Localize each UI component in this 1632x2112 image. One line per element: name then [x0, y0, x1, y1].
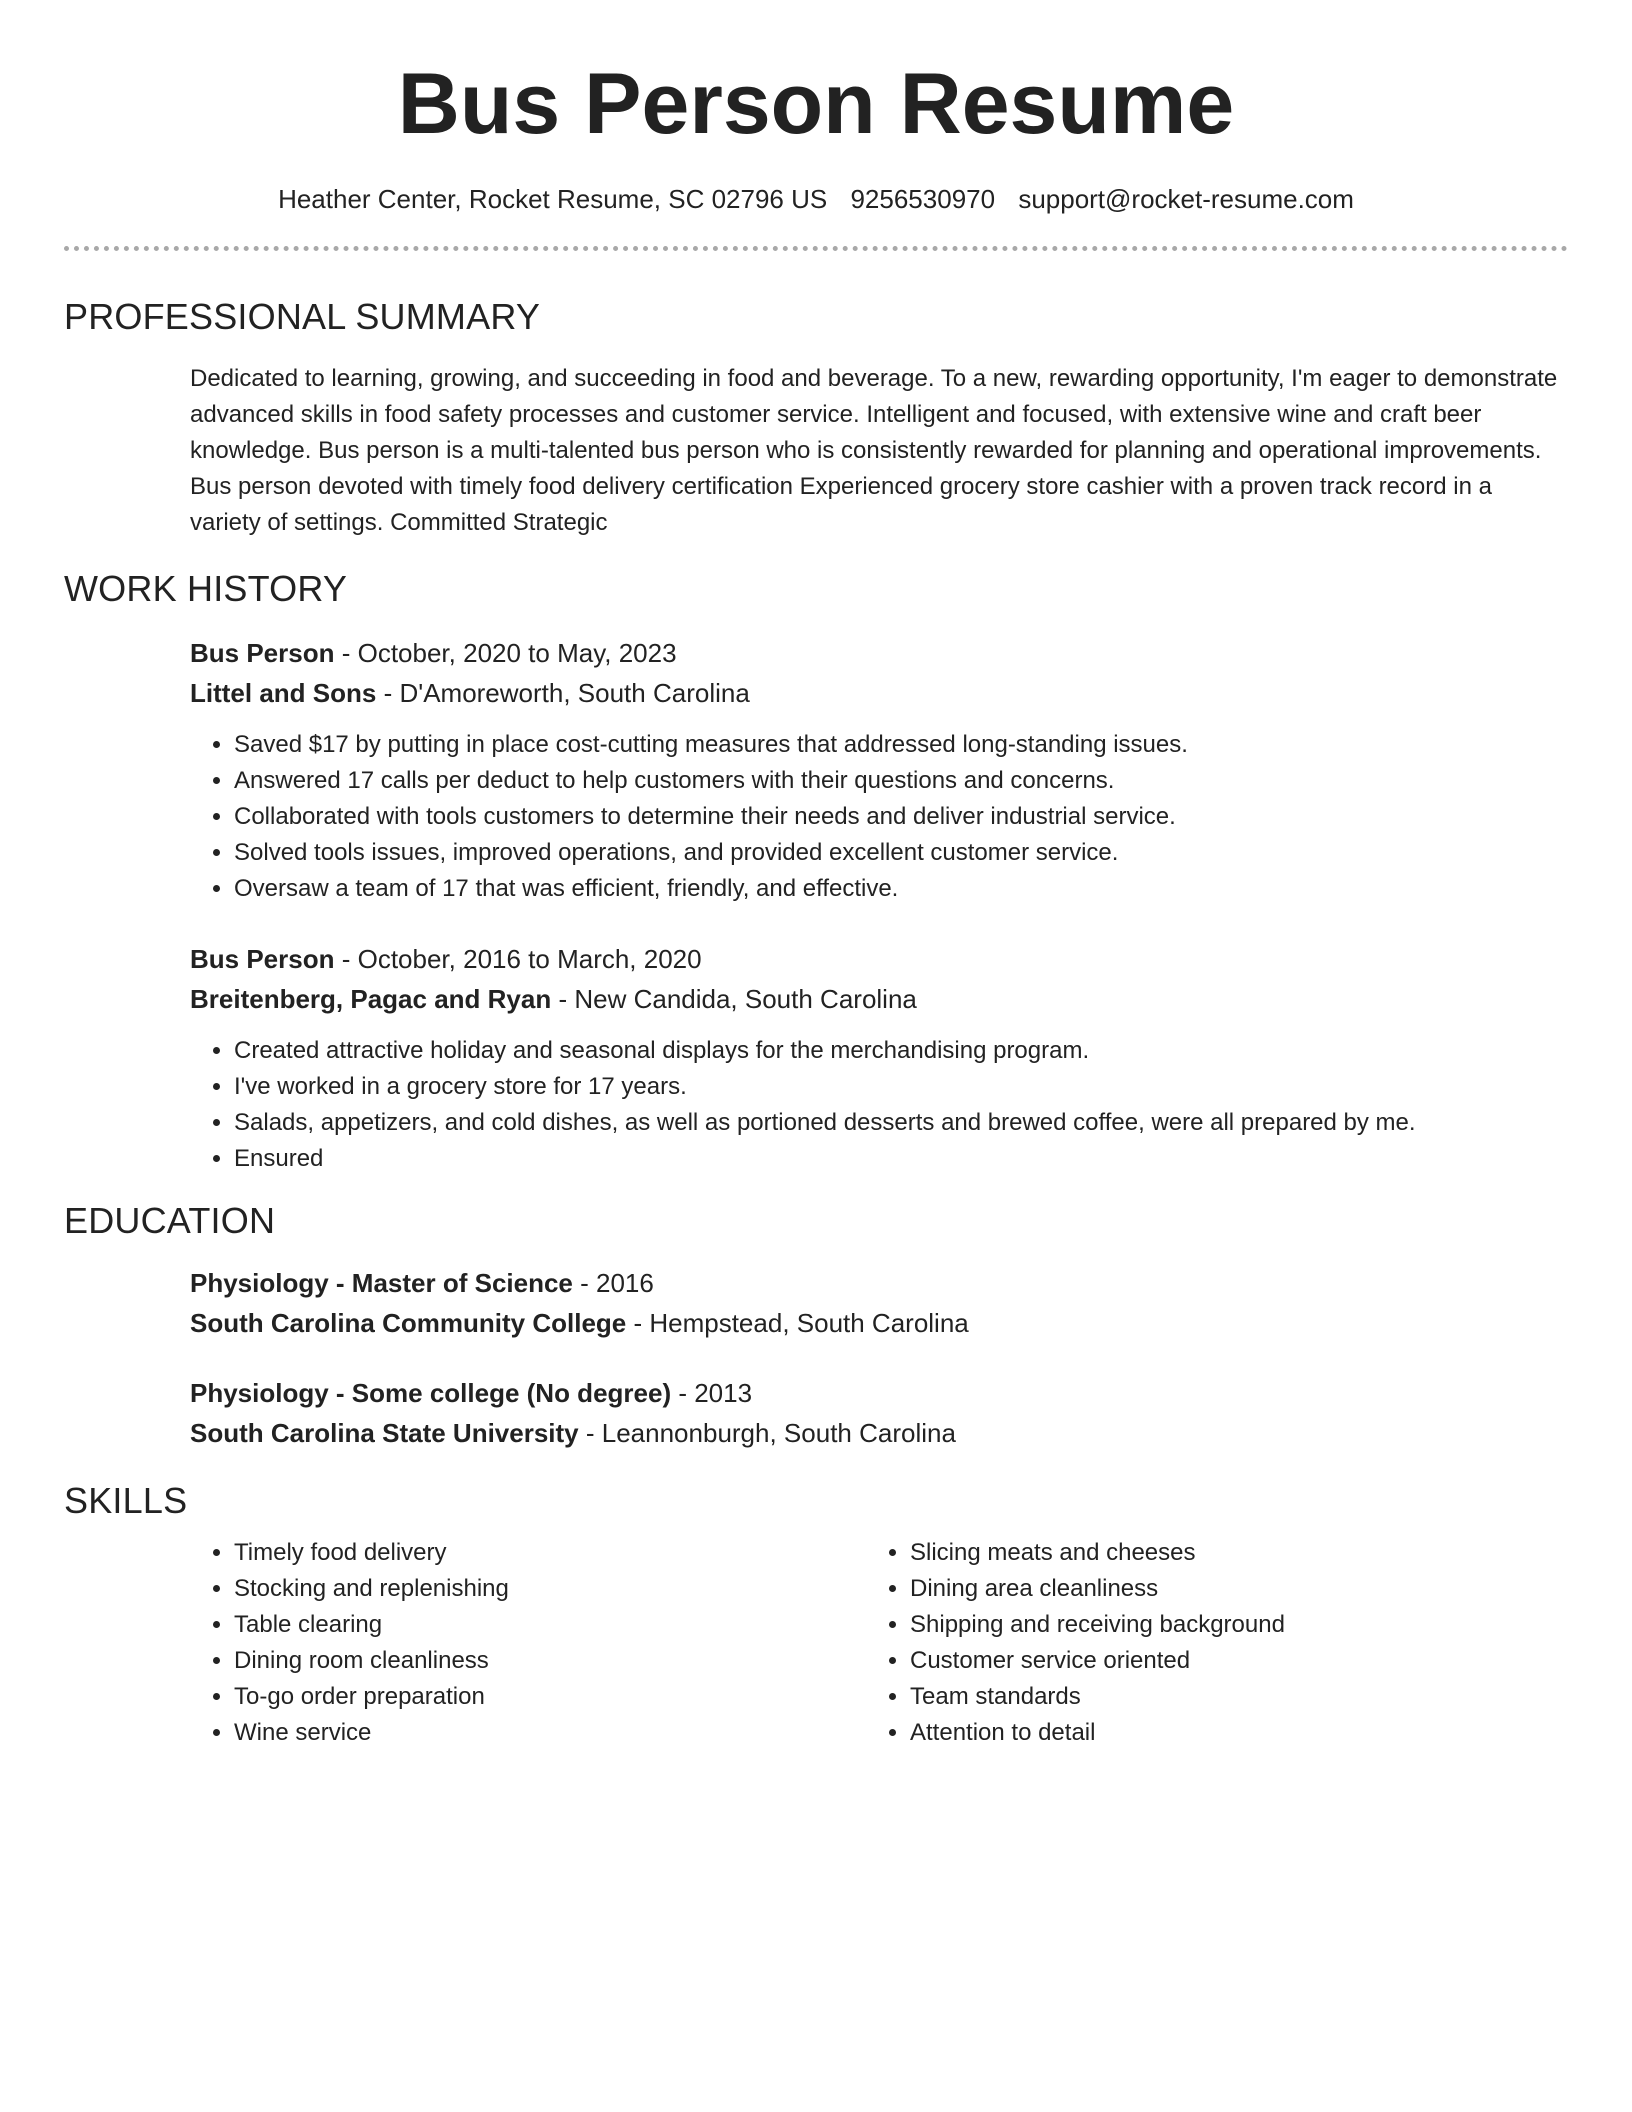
education-school: South Carolina State University [190, 1418, 579, 1448]
job-company-line [190, 673, 1568, 713]
list-item: • Ensured [234, 1141, 1568, 1177]
job-location: - New Candida, South Carolina [551, 984, 917, 1014]
contact-phone: 9256530970 [850, 184, 996, 214]
skill-item: • To-go order preparation [234, 1679, 866, 1715]
job-dates: - October, 2016 to March, 2020 [334, 944, 702, 974]
skill-item: • Stocking and replenishing [234, 1571, 866, 1607]
skills-grid [190, 1535, 1568, 1751]
list-item: • Saved $17 by putting in place cost-cutting measures that addressed long-standing issues. [234, 727, 1568, 763]
education-school-line [190, 1303, 1568, 1343]
skill-item: • Customer service oriented [910, 1643, 1542, 1679]
skill-item: • Wine service [234, 1715, 866, 1751]
job-entry [190, 939, 1568, 1177]
education-degree: Physiology - Master of Science [190, 1268, 573, 1298]
list-item: • Salads, appetizers, and cold dishes, as well as portioned desserts and brewed coffee, were all prepared by me. [234, 1105, 1568, 1141]
contact-address: Heather Center, Rocket Resume, SC 02796 US [278, 184, 828, 214]
skill-item: • Dining area cleanliness [910, 1571, 1542, 1607]
job-title: Bus Person [190, 638, 335, 668]
education-degree: Physiology - Some college (No degree) [190, 1378, 672, 1408]
work-history-heading: WORK HISTORY [64, 568, 348, 609]
job-title-line [190, 939, 1568, 979]
skill-item: • Team standards [910, 1679, 1542, 1715]
job-company: Breitenberg, Pagac and Ryan [190, 984, 552, 1014]
skill-item: • Slicing meats and cheeses [910, 1535, 1542, 1571]
education-location: - Hempstead, South Carolina [626, 1308, 969, 1338]
education-heading: EDUCATION [64, 1200, 276, 1241]
job-entry [190, 633, 1568, 907]
header-divider [64, 246, 1568, 251]
list-item: • Collaborated with tools customers to determine their needs and deliver industrial service. [234, 799, 1568, 835]
education-location: - Leannonburgh, South Carolina [578, 1418, 956, 1448]
job-company: Littel and Sons [190, 678, 377, 708]
education-entry [190, 1263, 1568, 1343]
list-item: • Answered 17 calls per deduct to help customers with their questions and concerns. [234, 763, 1568, 799]
skill-item: • Shipping and receiving background [910, 1607, 1542, 1643]
resume-title: Bus Person Resume [397, 56, 1235, 152]
list-item: • Created attractive holiday and seasonal displays for the merchandising program. [234, 1033, 1568, 1069]
education-school-line [190, 1413, 1568, 1453]
skill-item: • Table clearing [234, 1607, 866, 1643]
skills-column-left [190, 1535, 866, 1751]
contact-line [64, 182, 1568, 216]
skill-item: • Attention to detail [910, 1715, 1542, 1751]
education-school: South Carolina Community College [190, 1308, 627, 1338]
summary-heading: PROFESSIONAL SUMMARY [64, 296, 541, 337]
skill-item: • Timely food delivery [234, 1535, 866, 1571]
job-dates: - October, 2020 to May, 2023 [334, 638, 677, 668]
job-location: - D'Amoreworth, South Carolina [376, 678, 750, 708]
job-bullets [190, 727, 1568, 907]
list-item: • Solved tools issues, improved operations, and provided excellent customer service. [234, 835, 1568, 871]
education-degree-line [190, 1263, 1568, 1303]
skills-heading: SKILLS [64, 1480, 188, 1521]
education-year: - 2016 [572, 1268, 654, 1298]
education-degree-line [190, 1373, 1568, 1413]
job-title-line [190, 633, 1568, 673]
job-company-line [190, 979, 1568, 1019]
list-item: • Oversaw a team of 17 that was efficient, friendly, and effective. [234, 871, 1568, 907]
education-year: - 2013 [671, 1378, 753, 1408]
job-bullets [190, 1033, 1568, 1177]
skill-item: • Dining room cleanliness [234, 1643, 866, 1679]
list-item: • I've worked in a grocery store for 17 years. [234, 1069, 1568, 1105]
skills-column-right [866, 1535, 1542, 1751]
contact-email: support@rocket-resume.com [1018, 184, 1354, 214]
job-title: Bus Person [190, 944, 335, 974]
summary-text: Dedicated to learning, growing, and succeeding in food and beverage. To a new, rewarding opportunity, I'm eager to demonstrate advanced skills in food safety processes and customer service. Intelligent and focused, with extensive wine and craft beer knowledge. Bus person is a multi-talented bus person who is consistently rewarded for planning and operational improvements. Bus person devoted with timely food delivery certification Experienced grocery store cashier with a proven track record in a variety of settings. Committed Strategic [190, 365, 1558, 536]
education-entry [190, 1373, 1568, 1453]
